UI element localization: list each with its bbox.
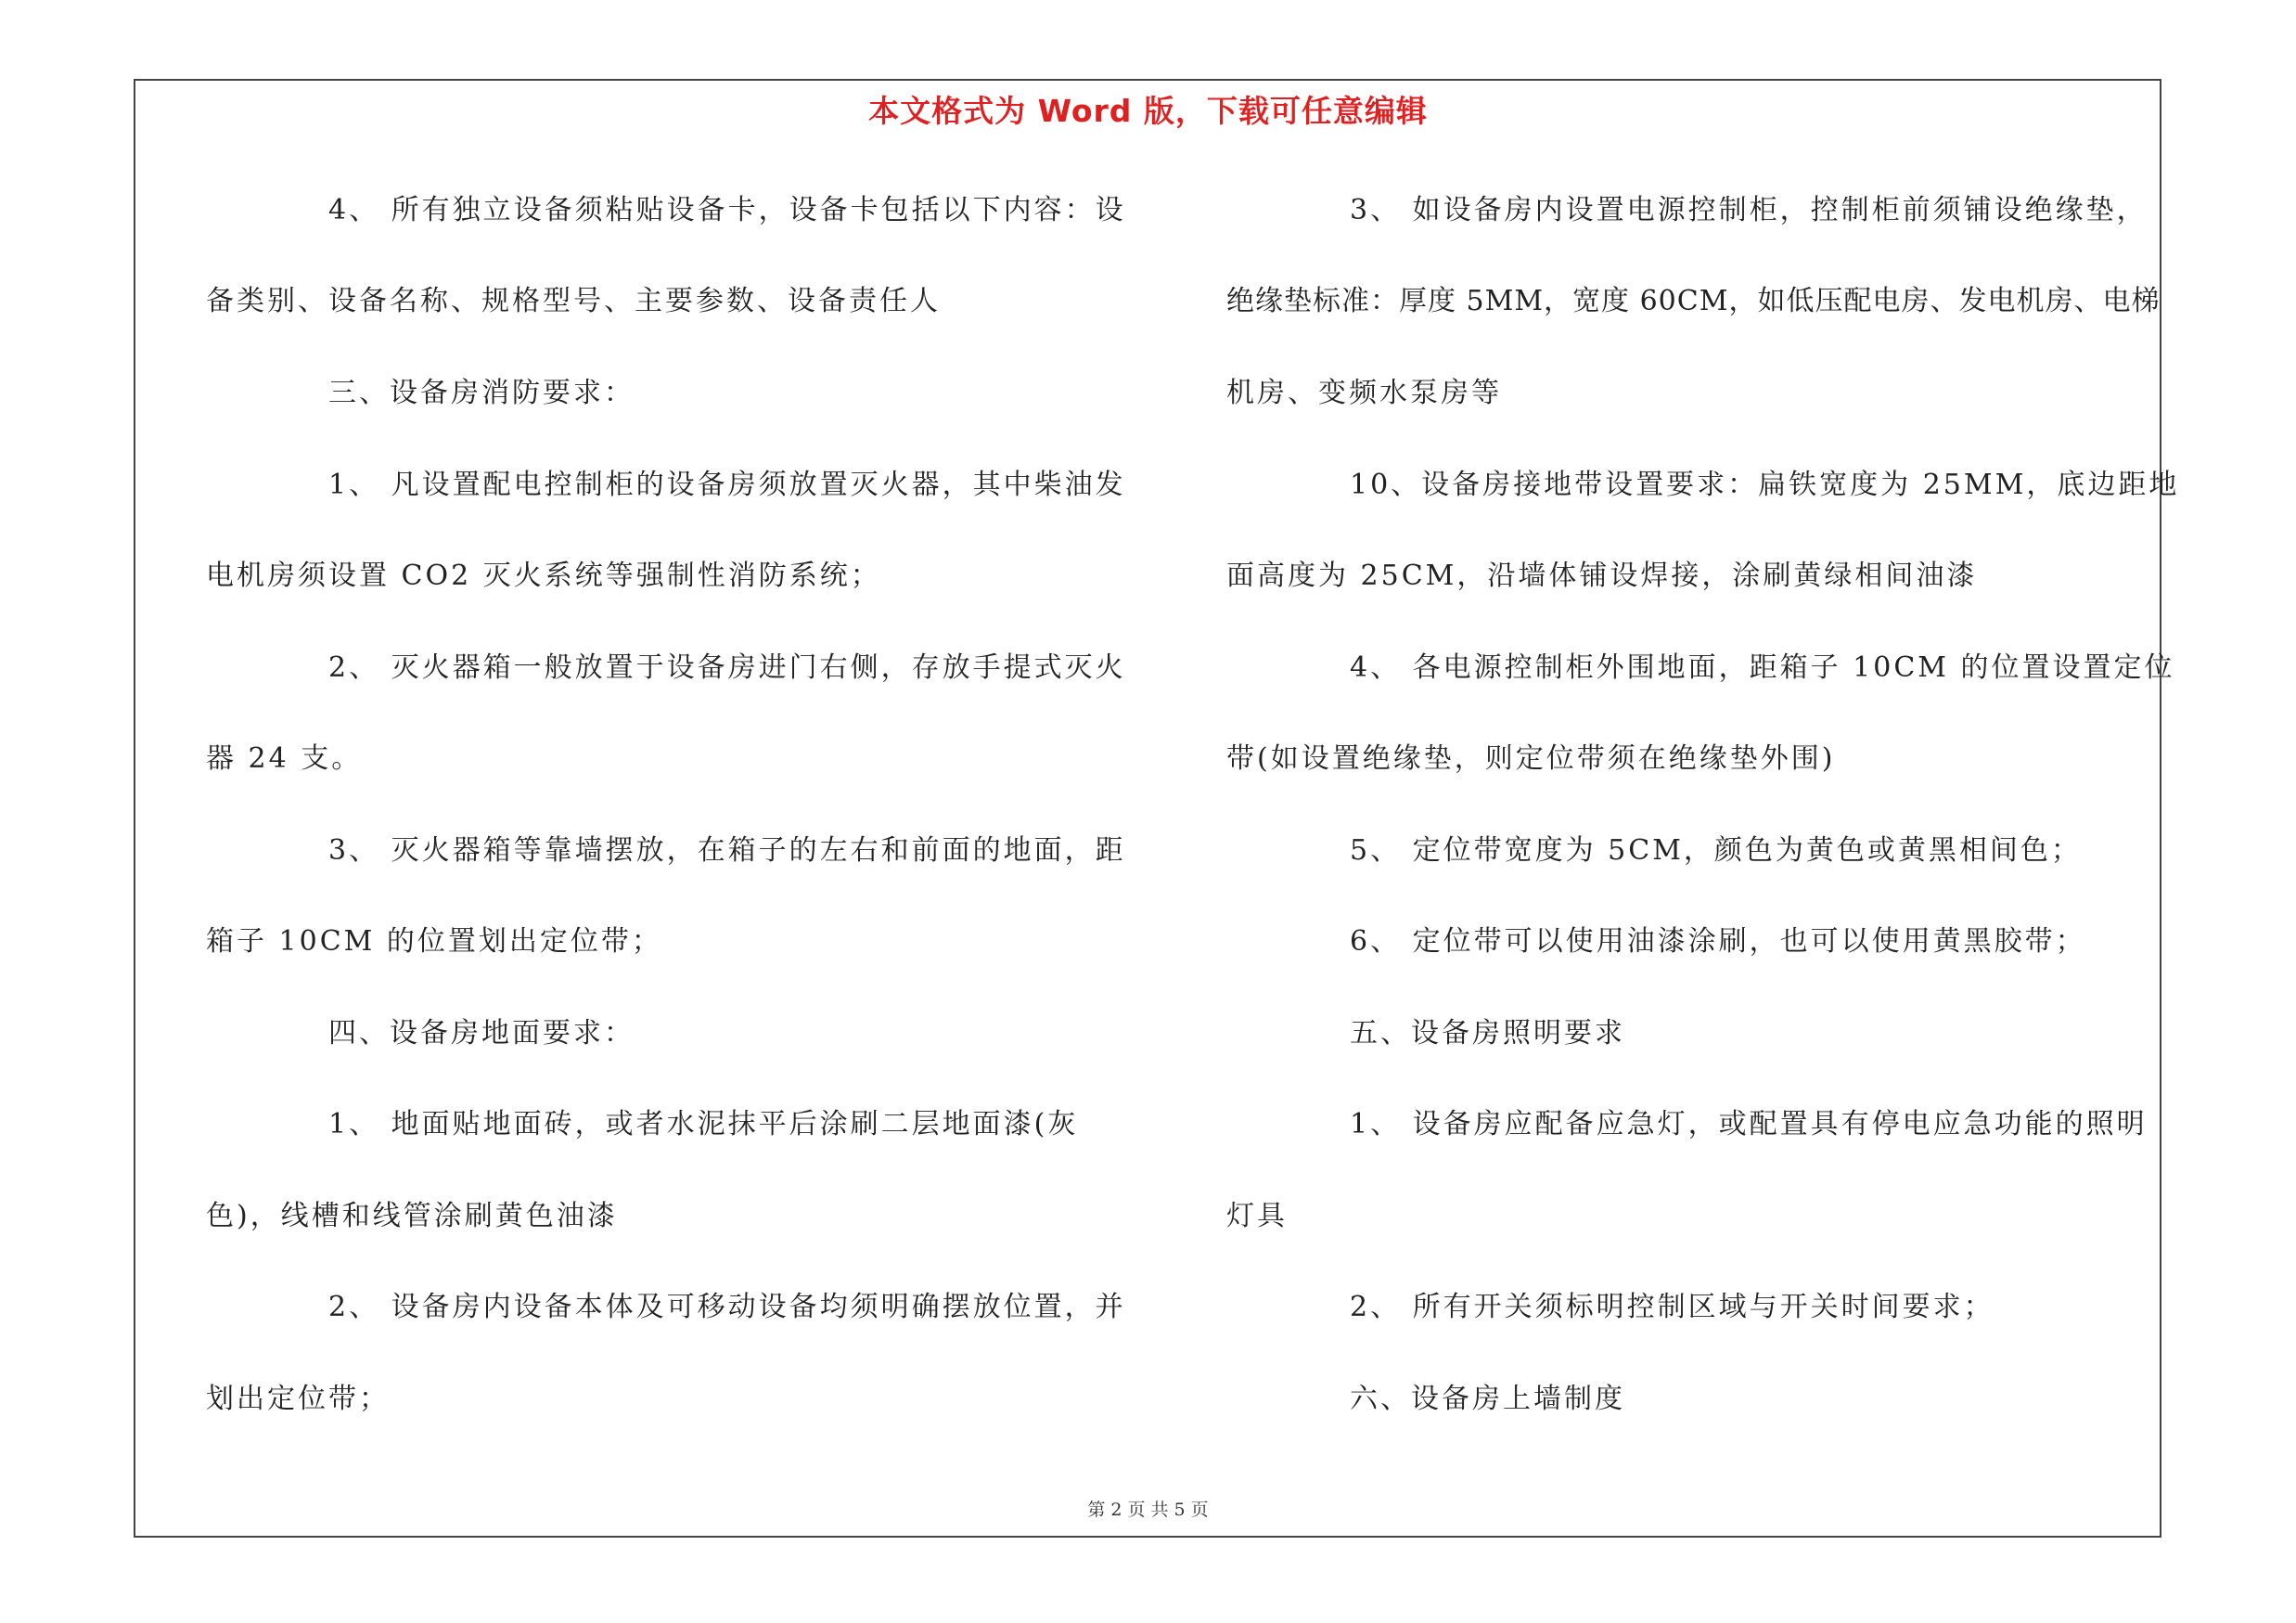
paragraph-line: 绝缘垫标准：厚度 5MM，宽度 60CM，如低压配电房、发电机房、电梯 (1226, 285, 2161, 317)
paragraph-line: 色)，线槽和线管涂刷黄色油漆 (206, 1200, 618, 1232)
paragraph-line: 箱子 10CM 的位置划出定位带； (206, 925, 662, 958)
paragraph-line: 机房、变频水泵房等 (1226, 377, 1502, 409)
section-heading: 三、设备房消防要求： (328, 377, 635, 409)
paragraph-line: 3、 如设备房内设置电源控制柜，控制柜前须铺设绝缘垫， (1350, 194, 2148, 226)
paragraph-line: 4、 所有独立设备须粘贴设备卡，设备卡包括以下内容：设 (328, 194, 1126, 226)
page-number-footer: 第 2 页 共 5 页 (1087, 1500, 1209, 1520)
paragraph-line: 10、设备房接地带设置要求：扁铁宽度为 25MM，底边距地 (1350, 469, 2180, 501)
paragraph-line: 4、 各电源控制柜外围地面，距箱子 10CM 的位置设置定位 (1350, 651, 2175, 684)
document-banner: 本文格式为 Word 版，下载可任意编辑 (868, 93, 1428, 129)
section-heading: 六、设备房上墙制度 (1350, 1383, 1625, 1415)
paragraph-line: 面高度为 25CM，沿墙体铺设焊接，涂刷黄绿相间油漆 (1226, 560, 1978, 592)
paragraph-line: 1、 凡设置配电控制柜的设备房须放置灭火器，其中柴油发 (328, 469, 1126, 501)
paragraph-line: 2、 所有开关须标明控制区域与开关时间要求； (1350, 1291, 1995, 1323)
paragraph-line: 器 24 支。 (206, 742, 363, 775)
paragraph-line: 带(如设置绝缘垫，则定位带须在绝缘垫外围) (1226, 742, 1836, 775)
paragraph-line: 3、 灭火器箱等靠墙摆放，在箱子的左右和前面的地面，距 (328, 834, 1126, 867)
paragraph-line: 2、 灭火器箱一般放置于设备房进门右侧，存放手提式灭火 (328, 651, 1126, 684)
section-heading: 五、设备房照明要求 (1350, 1017, 1625, 1050)
section-heading: 四、设备房地面要求： (328, 1017, 635, 1050)
paragraph-line: 电机房须设置 CO2 灭火系统等强制性消防系统； (206, 560, 881, 592)
paragraph-line: 1、 地面贴地面砖，或者水泥抹平后涂刷二层地面漆(灰 (328, 1108, 1079, 1140)
paragraph-line: 6、 定位带可以使用油漆涂刷，也可以使用黄黑胶带； (1350, 925, 2086, 958)
paragraph-line: 灯具 (1226, 1200, 1288, 1232)
paragraph-line: 1、 设备房应配备应急灯，或配置具有停电应急功能的照明 (1350, 1108, 2148, 1140)
paragraph-line: 划出定位带； (206, 1383, 390, 1415)
paragraph-line: 备类别、设备名称、规格型号、主要参数、设备责任人 (206, 285, 941, 317)
paragraph-line: 5、 定位带宽度为 5CM，颜色为黄色或黄黑相间色； (1350, 834, 2082, 867)
paragraph-line: 2、 设备房内设备本体及可移动设备均须明确摆放位置，并 (328, 1291, 1126, 1323)
